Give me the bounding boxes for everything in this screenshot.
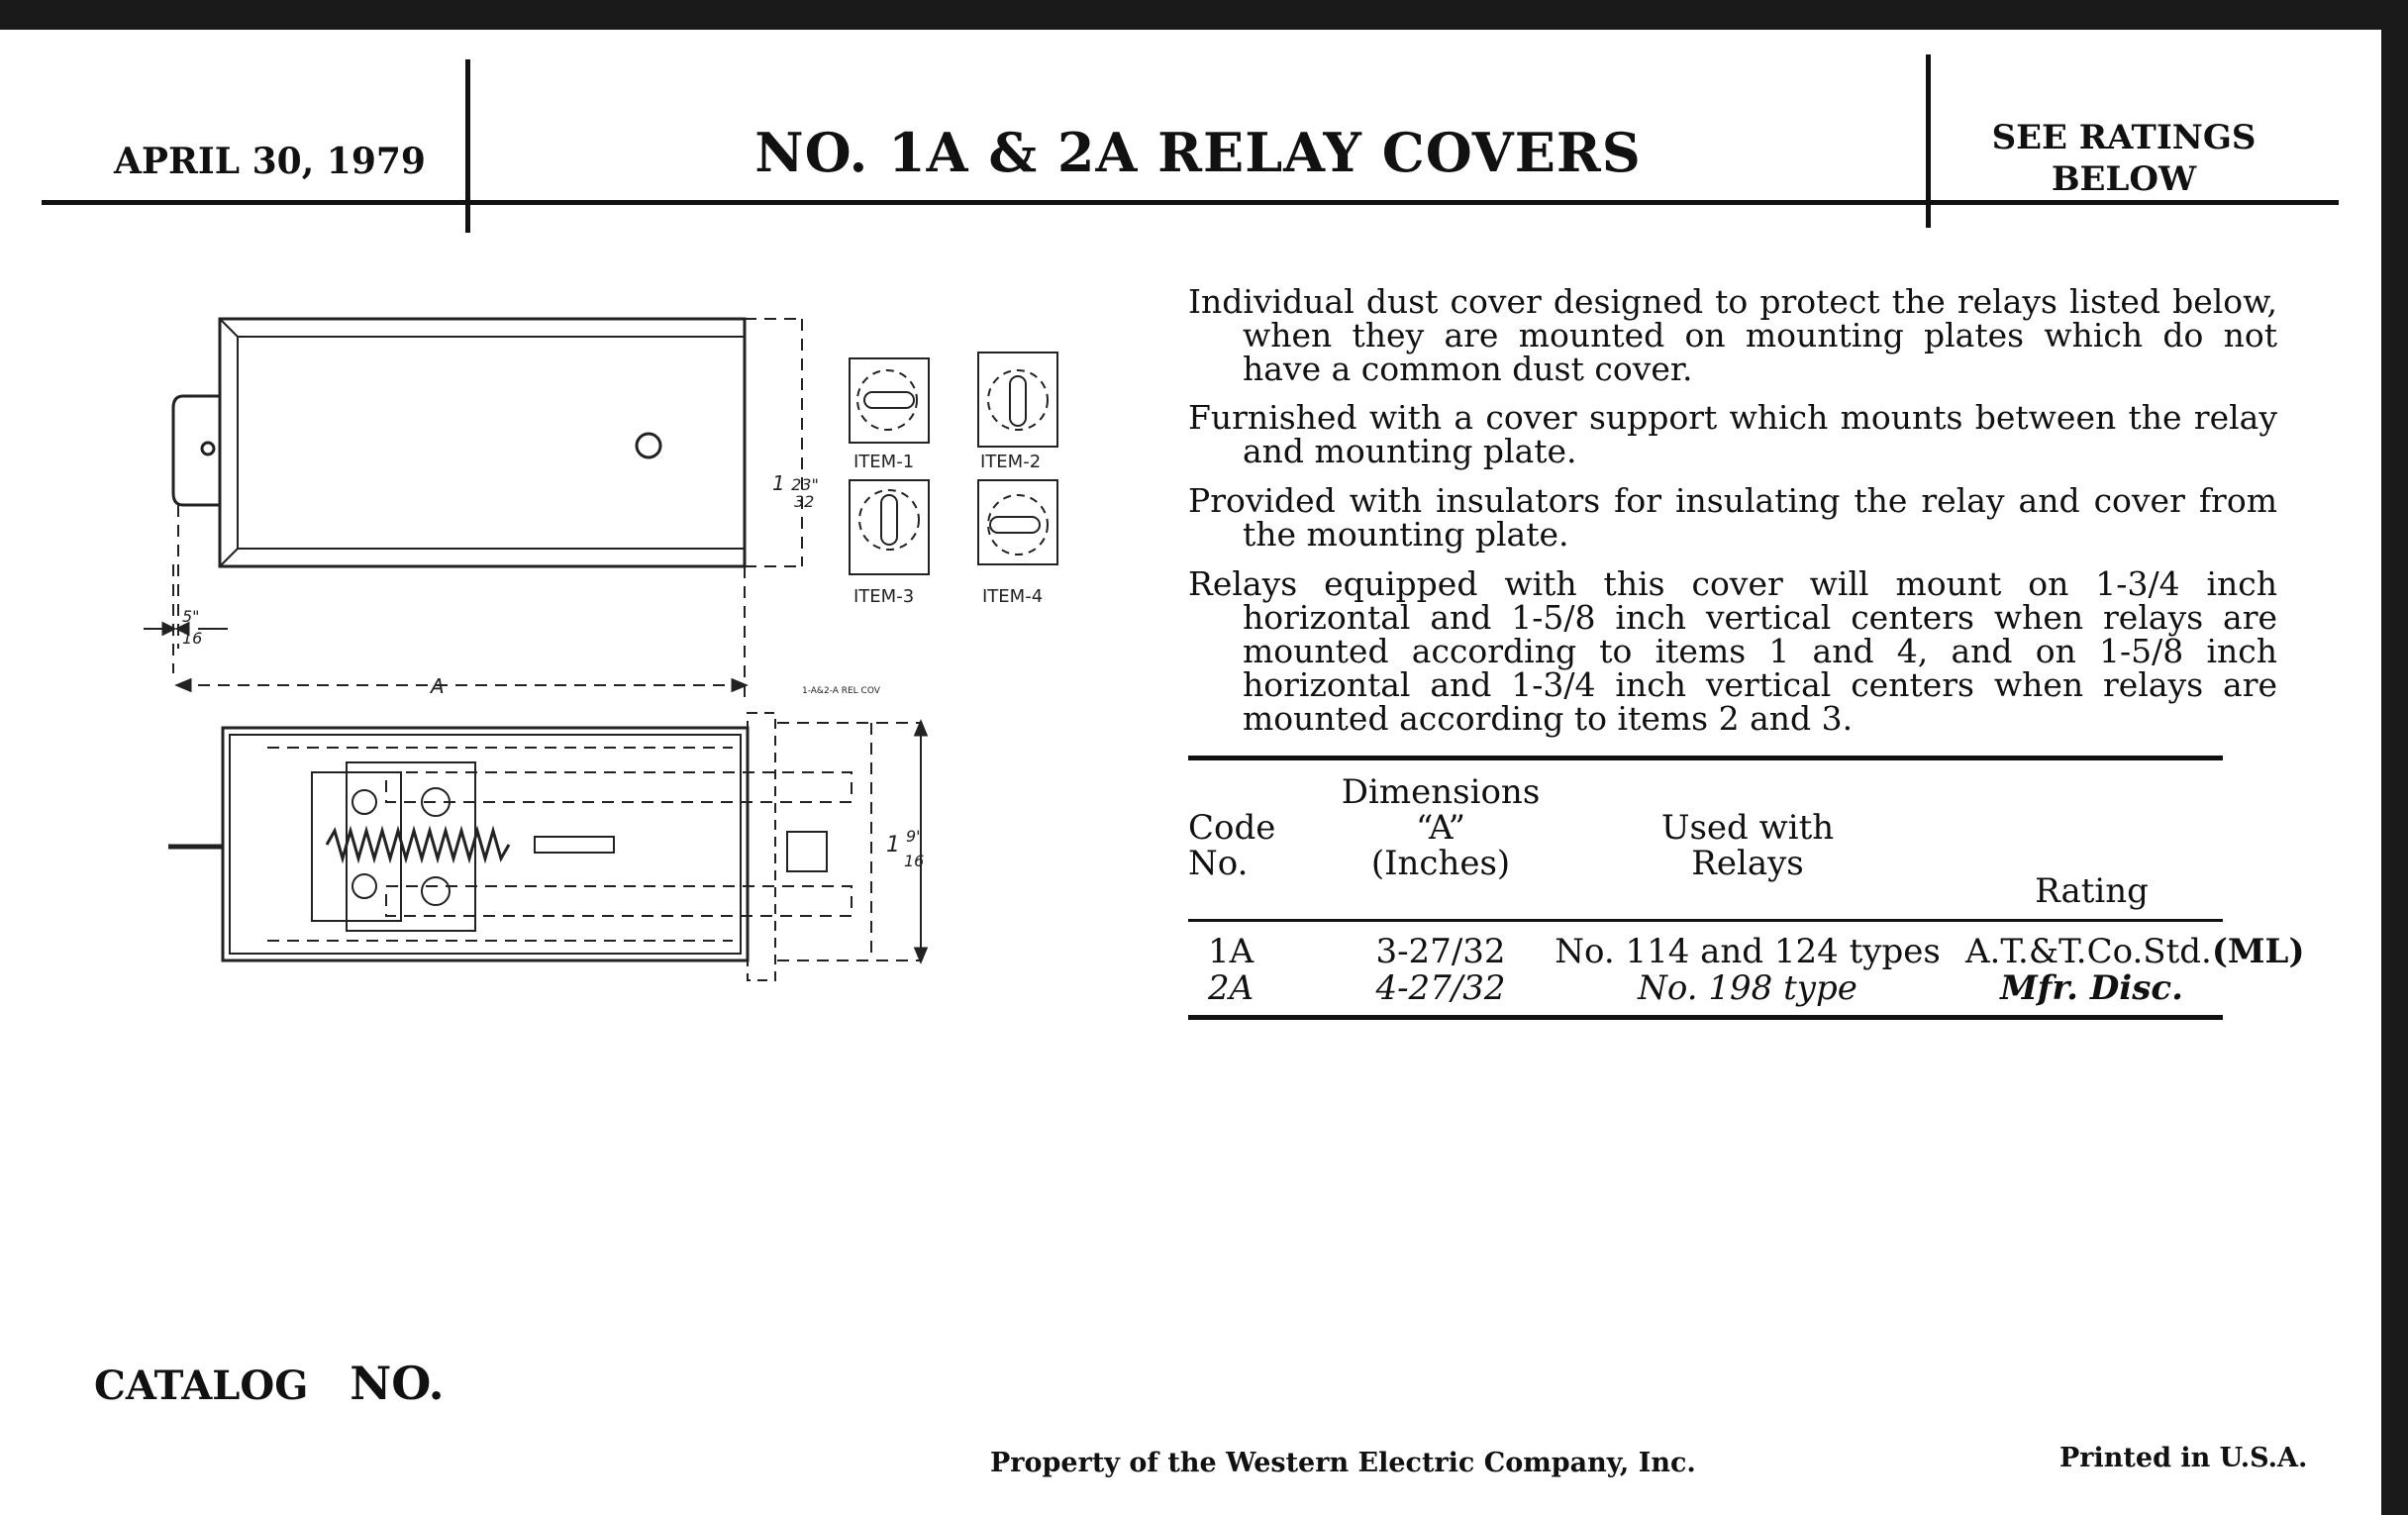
row-1-rating-suffix: (ML) [2211,932,2305,971]
col-header-code-line1: Code [1188,808,1276,848]
catalog-number-label [94,1357,445,1410]
cover-outline-side [223,728,748,960]
issue-date: APRIL 30, 1979 [114,141,426,182]
row-1-rating [1965,934,2305,969]
scan-frame-edge [2381,0,2408,1515]
dimension-a-label: A [431,674,445,698]
col-header-dims-line1: Dimensions [1341,772,1541,812]
row-2-used: No. 198 type [1638,968,1857,1008]
row-2-code: 2A [1208,968,1254,1008]
cover-inner-top [238,337,745,549]
item-3-label: ITEM-3 [853,586,915,607]
item-4-label: ITEM-4 [982,586,1044,607]
row-2-dim: 4-27/32 [1375,968,1506,1008]
col-header-used-line2: Relays [1691,844,1804,883]
description-paragraph-4: Relays equipped with this cover will mount on 1-3/4 inch horizontal and 1-5/8 inch vertical centers when relays are mounted according to items 1 and 4, and on 1-5/8 inch horizontal and 1-3/4 inch vertical centers when relays are mounted according to items 2 and 3. [1188,564,2277,738]
table-top-rule [1188,756,2223,760]
svg-text:32: 32 [794,492,815,511]
relay-cover-drawing [139,297,1089,1020]
item-2-view [978,353,1057,447]
table-header-rule [1188,919,2223,922]
row-1-dim: 3-27/32 [1375,932,1506,971]
dim-height-top: 1 23" [772,471,819,495]
cover-outline-top [220,319,745,566]
cover-hole [637,434,660,457]
page-title: NO. 1A & 2A RELAY COVERS [754,121,1642,184]
description-paragraph-2: Furnished with a cover support which mounts between the relay and mounting plate. [1188,398,2277,470]
item-2-label: ITEM-2 [980,452,1042,472]
col-header-rating: Rating [2035,871,2149,911]
drawing-id: 1-A&2-A REL COV [802,686,880,696]
catalog-word: CATALOG [94,1363,309,1409]
col-header-dims [1317,774,1564,881]
col-header-code-line2: No. [1188,844,1249,883]
ratings-note-line2: BELOW [2051,159,2197,199]
ratings-note-line1: SEE RATINGS [1991,118,2257,157]
description-paragraph-3: Provided with insulators for insulating the relay and cover from the mounting plate. [1188,481,2277,554]
row-1-rating-text: A.T.&T.Co.Std. [1965,932,2212,971]
description-paragraph-1: Individual dust cover designed to protect the relays listed below, when they are mounted on mounting plates which do not have a common dust cover. [1188,282,2277,388]
dim-height-bottom: 1 [886,833,900,858]
col-header-dims-line2: “A” [1416,808,1465,848]
printed-notice: Printed in U.S.A. [2059,1443,2308,1473]
col-header-used [1545,810,1951,881]
dim-offset: 5" [182,607,200,626]
col-header-used-line1: Used with [1660,808,1835,848]
svg-text:16: 16 [182,629,203,648]
col-header-dims-line3: (Inches) [1370,844,1511,883]
svg-text:9": 9" [906,827,924,846]
relay-spring [327,831,509,858]
property-notice: Property of the Western Electric Company, Inc. [990,1448,1696,1478]
catalog-card [0,30,2381,1515]
catalog-no: NO. [350,1357,445,1410]
ratings-note [1941,117,2307,200]
table-bottom-rule [1188,1015,2223,1020]
svg-text:16: 16 [904,852,925,870]
row-1-code: 1A [1208,932,1254,971]
col-header-code [1188,810,1275,881]
row-2-rating: Mfr. Disc. [2000,968,2183,1008]
item-1-label: ITEM-1 [853,452,915,472]
row-1-used: No. 114 and 124 types [1555,932,1941,971]
header-rule [42,200,2339,205]
